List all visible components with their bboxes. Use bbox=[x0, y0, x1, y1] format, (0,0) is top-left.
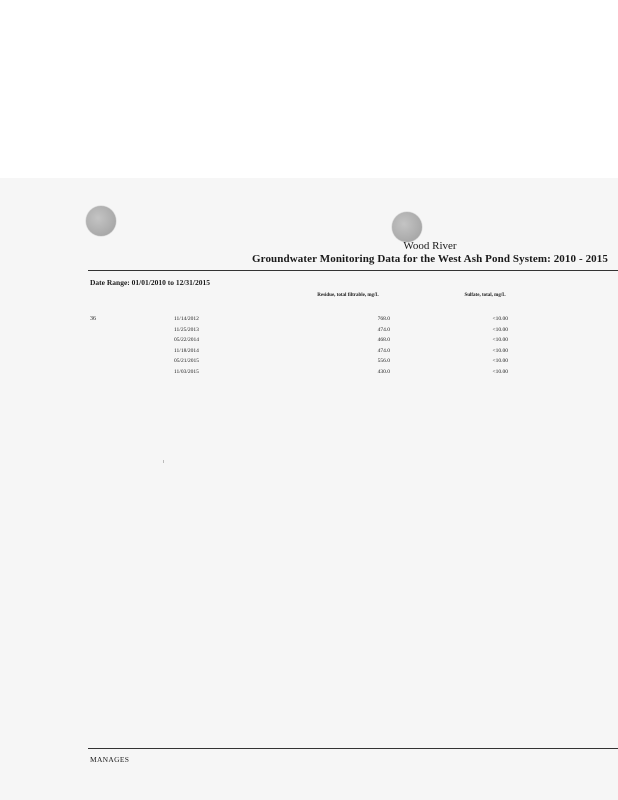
residue-value: 474.0 bbox=[377, 326, 390, 333]
footer-divider bbox=[88, 748, 618, 749]
scan-speck bbox=[163, 460, 164, 463]
table-row bbox=[0, 337, 618, 348]
residue-value: 430.0 bbox=[377, 368, 390, 375]
table-row bbox=[0, 358, 618, 369]
data-table bbox=[0, 316, 618, 379]
sulfate-value: <10.00 bbox=[492, 347, 508, 354]
table-row bbox=[0, 369, 618, 380]
sulfate-value: <10.00 bbox=[492, 316, 508, 322]
sample-date: 11/25/2013 bbox=[174, 326, 199, 333]
report-title: Wood River bbox=[403, 240, 457, 252]
sample-date: 11/14/2012 bbox=[174, 316, 199, 322]
column-header-sulfate: Sulfate, total, mg/L bbox=[464, 293, 506, 298]
binder-hole-left bbox=[86, 206, 116, 236]
sample-date: 05/22/2014 bbox=[174, 337, 200, 343]
report-subtitle: Groundwater Monitoring Data for the West Ash Pond System: 2010 - 2015 bbox=[252, 253, 608, 265]
date-range-label: Date Range: 01/01/2010 to 12/31/2015 bbox=[90, 278, 210, 287]
table-row bbox=[0, 327, 618, 338]
header-divider bbox=[88, 270, 618, 271]
table-row bbox=[0, 348, 618, 359]
residue-value: 556.0 bbox=[377, 358, 390, 364]
sulfate-value: <10.00 bbox=[492, 337, 508, 343]
sulfate-value: <10.00 bbox=[492, 326, 508, 333]
binder-hole-right bbox=[392, 212, 422, 242]
sample-date: 05/21/2015 bbox=[174, 358, 200, 364]
sample-date: 11/18/2014 bbox=[174, 347, 199, 354]
table-row bbox=[0, 316, 618, 327]
sulfate-value: <10.00 bbox=[492, 368, 508, 375]
column-header-residue: Residue, total filtrable, mg/L bbox=[317, 293, 379, 298]
residue-value: 768.0 bbox=[377, 316, 390, 322]
footer-label: MANAGES bbox=[90, 755, 130, 764]
scanned-page-area bbox=[0, 178, 618, 800]
residue-value: 468.0 bbox=[377, 337, 390, 343]
well-id: 36 bbox=[90, 316, 96, 322]
residue-value: 474.0 bbox=[377, 347, 390, 354]
sulfate-value: <10.00 bbox=[492, 358, 508, 364]
sample-date: 11/03/2015 bbox=[174, 368, 199, 375]
